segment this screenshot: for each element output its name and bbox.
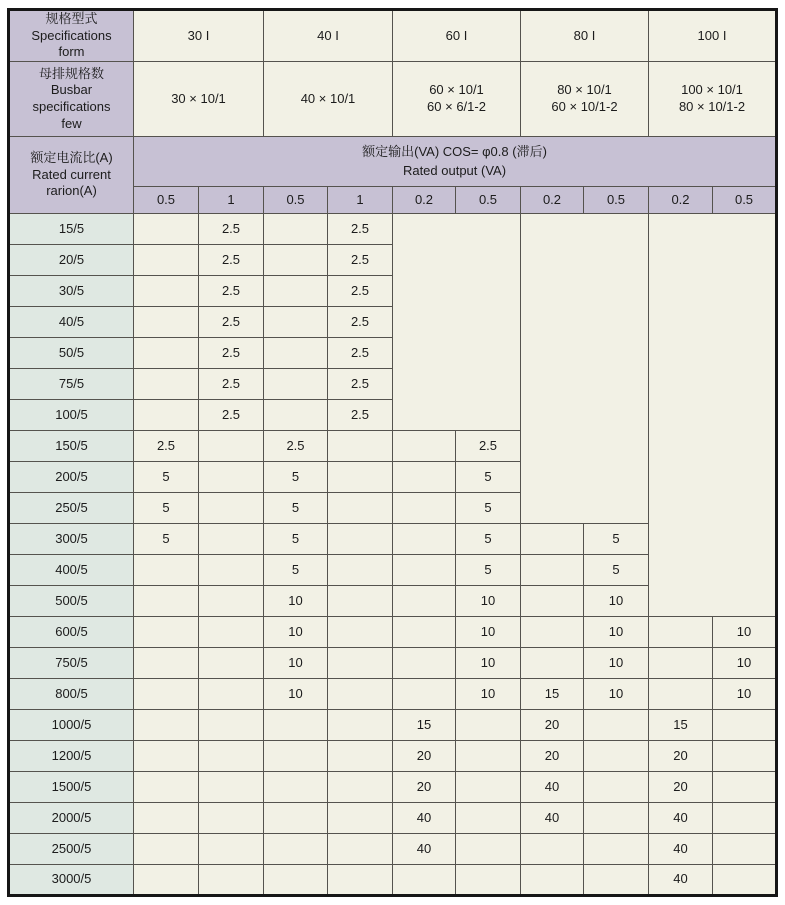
output-value-cell: 5 — [134, 462, 199, 493]
output-value-cell — [199, 772, 264, 803]
output-value-cell: 2.5 — [328, 214, 393, 245]
current-ratio-cell: 1000/5 — [9, 710, 134, 741]
output-value-cell — [264, 245, 328, 276]
rated-output-table — [7, 8, 778, 897]
output-value-cell — [199, 586, 264, 617]
output-value-cell — [649, 648, 713, 679]
output-value-cell — [584, 834, 649, 865]
output-value-cell: 10 — [264, 617, 328, 648]
table-row — [9, 803, 777, 834]
output-value-cell: 10 — [713, 648, 777, 679]
output-value-cell — [328, 524, 393, 555]
output-value-cell — [264, 834, 328, 865]
current-ratio-cell: 400/5 — [9, 555, 134, 586]
output-value-cell — [328, 834, 393, 865]
output-value-cell: 5 — [584, 524, 649, 555]
output-value-cell — [264, 369, 328, 400]
ratio-label-en: Rated current — [32, 166, 111, 182]
output-value-cell — [393, 214, 521, 431]
current-ratio-cell: 100/5 — [9, 400, 134, 431]
output-value-cell: 15 — [393, 710, 456, 741]
output-value-cell — [328, 555, 393, 586]
output-value-cell — [393, 493, 456, 524]
output-value-cell — [328, 741, 393, 772]
output-value-cell — [584, 865, 649, 896]
current-ratio-cell: 150/5 — [9, 431, 134, 462]
current-ratio-cell: 50/5 — [9, 338, 134, 369]
busbar-spec-80I — [521, 62, 649, 137]
output-value-cell — [584, 710, 649, 741]
output-value-cell: 2.5 — [328, 338, 393, 369]
current-ratio-cell: 500/5 — [9, 586, 134, 617]
output-value-cell — [521, 834, 584, 865]
output-value-cell — [521, 586, 584, 617]
output-value-cell — [521, 214, 649, 524]
output-value-cell — [328, 803, 393, 834]
output-value-cell — [328, 772, 393, 803]
output-value-cell: 5 — [456, 462, 521, 493]
spec-form-label-en2: form — [58, 44, 85, 60]
output-value-cell — [264, 214, 328, 245]
output-value-cell: 10 — [713, 679, 777, 710]
accuracy-class-cell: 0.5 — [713, 187, 777, 214]
rated-output-label-en: Rated output (VA) — [402, 162, 507, 178]
output-value-cell — [393, 462, 456, 493]
output-value-cell — [264, 307, 328, 338]
busbar-value: 80 × 10/1 — [557, 82, 612, 98]
output-value-cell — [264, 400, 328, 431]
output-value-cell — [713, 865, 777, 896]
model-80I-header: 80 I — [521, 10, 649, 62]
output-value-cell: 10 — [264, 648, 328, 679]
output-value-cell — [456, 834, 521, 865]
busbar-spec-60I — [393, 62, 521, 137]
output-value-cell: 2.5 — [456, 431, 521, 462]
output-value-cell — [134, 679, 199, 710]
output-value-cell: 2.5 — [328, 369, 393, 400]
output-value-cell: 40 — [521, 772, 584, 803]
output-value-cell — [584, 803, 649, 834]
output-value-cell — [393, 555, 456, 586]
output-value-cell — [264, 710, 328, 741]
output-value-cell — [521, 524, 584, 555]
output-value-cell — [393, 648, 456, 679]
busbar-value: 40 × 10/1 — [300, 90, 356, 106]
output-value-cell — [393, 586, 456, 617]
output-value-cell — [328, 679, 393, 710]
current-ratio-cell: 1500/5 — [9, 772, 134, 803]
model-header-row — [9, 10, 777, 62]
output-value-cell — [328, 493, 393, 524]
output-value-cell — [264, 741, 328, 772]
output-value-cell — [393, 865, 456, 896]
table-row — [9, 834, 777, 865]
output-value-cell — [134, 803, 199, 834]
output-value-cell: 2.5 — [199, 245, 264, 276]
busbar-spec-40I — [264, 62, 393, 137]
output-value-cell: 15 — [521, 679, 584, 710]
table-row — [9, 710, 777, 741]
output-value-cell: 5 — [456, 524, 521, 555]
busbar-label-en: Busbar — [50, 82, 93, 98]
output-value-cell — [134, 276, 199, 307]
output-value-cell — [134, 772, 199, 803]
current-ratio-cell: 30/5 — [9, 276, 134, 307]
output-value-cell — [393, 679, 456, 710]
output-value-cell — [456, 803, 521, 834]
current-ratio-cell: 2000/5 — [9, 803, 134, 834]
output-value-cell: 2.5 — [199, 276, 264, 307]
output-value-cell — [134, 586, 199, 617]
output-value-cell: 20 — [521, 741, 584, 772]
current-ratio-cell: 2500/5 — [9, 834, 134, 865]
accuracy-class-cell: 1 — [328, 187, 393, 214]
output-header-row — [9, 137, 777, 187]
output-value-cell — [713, 741, 777, 772]
output-value-cell — [584, 772, 649, 803]
output-value-cell — [393, 617, 456, 648]
output-value-cell — [713, 710, 777, 741]
output-value-cell: 5 — [584, 555, 649, 586]
output-value-cell: 40 — [521, 803, 584, 834]
output-value-cell: 10 — [584, 648, 649, 679]
output-value-cell — [649, 214, 777, 617]
output-value-cell: 2.5 — [199, 400, 264, 431]
ratio-label-cn: 额定电流比(A) — [30, 150, 113, 166]
output-value-cell: 2.5 — [199, 338, 264, 369]
busbar-label-en2: specifications — [32, 99, 111, 114]
spec-form-label-en: Specifications — [31, 27, 112, 43]
output-value-cell: 10 — [456, 679, 521, 710]
ratio-label-en2: rarion(A) — [46, 183, 97, 199]
output-value-cell — [328, 865, 393, 896]
output-value-cell — [199, 431, 264, 462]
output-value-cell — [134, 245, 199, 276]
output-value-cell — [199, 710, 264, 741]
busbar-label-en3: few — [61, 115, 82, 131]
output-value-cell: 10 — [264, 679, 328, 710]
output-value-cell: 10 — [584, 679, 649, 710]
output-value-cell: 20 — [649, 741, 713, 772]
spec-form-label-cn: 规格型式 — [45, 11, 98, 27]
output-value-cell: 5 — [134, 524, 199, 555]
output-value-cell — [199, 865, 264, 896]
busbar-value: 100 × 10/1 — [681, 82, 743, 98]
current-ratio-cell: 800/5 — [9, 679, 134, 710]
table-row — [9, 648, 777, 679]
output-value-cell — [199, 741, 264, 772]
output-value-cell — [134, 710, 199, 741]
output-value-cell — [328, 648, 393, 679]
output-value-cell — [134, 834, 199, 865]
output-value-cell — [199, 462, 264, 493]
output-value-cell: 2.5 — [199, 369, 264, 400]
table-row — [9, 865, 777, 896]
model-100I-header: 100 I — [649, 10, 777, 62]
output-value-cell — [199, 834, 264, 865]
output-value-cell — [521, 617, 584, 648]
output-value-cell — [134, 307, 199, 338]
current-ratio-cell: 20/5 — [9, 245, 134, 276]
output-value-cell: 10 — [713, 617, 777, 648]
output-value-cell — [199, 648, 264, 679]
output-value-cell: 2.5 — [134, 431, 199, 462]
output-value-cell — [134, 400, 199, 431]
current-ratio-cell: 300/5 — [9, 524, 134, 555]
output-value-cell — [134, 214, 199, 245]
busbar-header — [9, 62, 134, 137]
current-ratio-cell: 1200/5 — [9, 741, 134, 772]
output-value-cell — [264, 865, 328, 896]
output-value-cell — [134, 555, 199, 586]
output-value-cell — [393, 524, 456, 555]
spec-form-header — [9, 10, 134, 62]
output-value-cell: 40 — [649, 803, 713, 834]
output-value-cell: 10 — [456, 586, 521, 617]
output-value-cell — [134, 741, 199, 772]
output-value-cell: 10 — [584, 617, 649, 648]
output-value-cell: 20 — [521, 710, 584, 741]
accuracy-class-cell: 0.2 — [393, 187, 456, 214]
output-value-cell: 40 — [393, 834, 456, 865]
current-ratio-cell: 250/5 — [9, 493, 134, 524]
output-value-cell — [328, 586, 393, 617]
output-value-cell — [264, 803, 328, 834]
busbar-row — [9, 62, 777, 137]
output-value-cell — [328, 462, 393, 493]
output-value-cell: 40 — [393, 803, 456, 834]
output-value-cell: 2.5 — [328, 400, 393, 431]
output-value-cell — [264, 338, 328, 369]
table-body — [9, 214, 777, 896]
model-60I-header: 60 I — [393, 10, 521, 62]
rated-output-header — [134, 137, 777, 187]
model-30I-header: 30 I — [134, 10, 264, 62]
current-ratio-cell: 15/5 — [9, 214, 134, 245]
output-value-cell: 10 — [456, 648, 521, 679]
output-value-cell — [199, 524, 264, 555]
output-value-cell — [199, 493, 264, 524]
table-row — [9, 741, 777, 772]
output-value-cell — [393, 431, 456, 462]
output-value-cell: 15 — [649, 710, 713, 741]
current-ratio-cell: 75/5 — [9, 369, 134, 400]
output-value-cell — [134, 369, 199, 400]
current-ratio-cell: 40/5 — [9, 307, 134, 338]
output-value-cell: 10 — [456, 617, 521, 648]
output-value-cell: 5 — [134, 493, 199, 524]
output-value-cell — [264, 276, 328, 307]
busbar-value: 60 × 10/1-2 — [551, 99, 618, 114]
current-ratio-cell: 750/5 — [9, 648, 134, 679]
output-value-cell: 10 — [584, 586, 649, 617]
busbar-spec-100I — [649, 62, 777, 137]
output-value-cell — [134, 338, 199, 369]
output-value-cell — [649, 679, 713, 710]
table-row — [9, 772, 777, 803]
model-40I-header: 40 I — [264, 10, 393, 62]
accuracy-class-cell: 0.5 — [134, 187, 199, 214]
output-value-cell — [584, 741, 649, 772]
output-value-cell — [456, 772, 521, 803]
output-value-cell — [456, 741, 521, 772]
output-value-cell — [199, 555, 264, 586]
output-value-cell: 20 — [649, 772, 713, 803]
accuracy-class-cell: 0.2 — [649, 187, 713, 214]
output-value-cell — [649, 617, 713, 648]
output-value-cell: 5 — [264, 493, 328, 524]
output-value-cell — [134, 865, 199, 896]
output-value-cell: 40 — [649, 834, 713, 865]
table-row — [9, 679, 777, 710]
output-value-cell — [199, 617, 264, 648]
busbar-label-cn: 母排规格数 — [38, 65, 104, 81]
output-value-cell: 2.5 — [328, 307, 393, 338]
output-value-cell: 10 — [264, 586, 328, 617]
output-value-cell: 2.5 — [264, 431, 328, 462]
output-value-cell: 5 — [264, 524, 328, 555]
accuracy-class-cell: 1 — [199, 187, 264, 214]
table-row — [9, 214, 777, 245]
output-value-cell — [134, 648, 199, 679]
output-value-cell — [328, 431, 393, 462]
output-value-cell — [456, 865, 521, 896]
output-value-cell — [713, 772, 777, 803]
output-value-cell — [328, 710, 393, 741]
output-value-cell — [521, 555, 584, 586]
accuracy-class-cell: 0.5 — [456, 187, 521, 214]
busbar-value: 30 × 10/1 — [171, 90, 226, 106]
current-ratio-cell: 3000/5 — [9, 865, 134, 896]
busbar-value: 60 × 6/1-2 — [427, 99, 486, 114]
output-value-cell: 40 — [649, 865, 713, 896]
current-ratio-cell: 600/5 — [9, 617, 134, 648]
busbar-spec-30I — [134, 62, 264, 137]
accuracy-class-cell: 0.5 — [264, 187, 328, 214]
output-value-cell — [199, 803, 264, 834]
output-value-cell: 2.5 — [328, 276, 393, 307]
output-value-cell — [264, 772, 328, 803]
rated-current-ratio-header — [9, 137, 134, 214]
output-value-cell: 5 — [456, 555, 521, 586]
output-value-cell — [328, 617, 393, 648]
output-value-cell — [199, 679, 264, 710]
output-value-cell — [456, 710, 521, 741]
output-value-cell: 2.5 — [199, 214, 264, 245]
table-row — [9, 617, 777, 648]
output-value-cell: 20 — [393, 772, 456, 803]
output-value-cell — [713, 834, 777, 865]
output-value-cell: 5 — [264, 555, 328, 586]
busbar-value: 60 × 10/1 — [429, 82, 484, 98]
output-value-cell — [521, 865, 584, 896]
output-value-cell: 2.5 — [328, 245, 393, 276]
output-value-cell: 5 — [264, 462, 328, 493]
output-value-cell: 20 — [393, 741, 456, 772]
accuracy-class-cell: 0.5 — [584, 187, 649, 214]
busbar-value: 80 × 10/1-2 — [678, 99, 746, 114]
accuracy-class-cell: 0.2 — [521, 187, 584, 214]
output-value-cell: 5 — [456, 493, 521, 524]
output-value-cell: 2.5 — [199, 307, 264, 338]
output-value-cell — [521, 648, 584, 679]
output-value-cell — [134, 617, 199, 648]
rated-output-label-cn: 额定输出(VA) COS= φ0.8 (滞后) — [362, 143, 547, 159]
current-ratio-cell: 200/5 — [9, 462, 134, 493]
output-value-cell — [713, 803, 777, 834]
